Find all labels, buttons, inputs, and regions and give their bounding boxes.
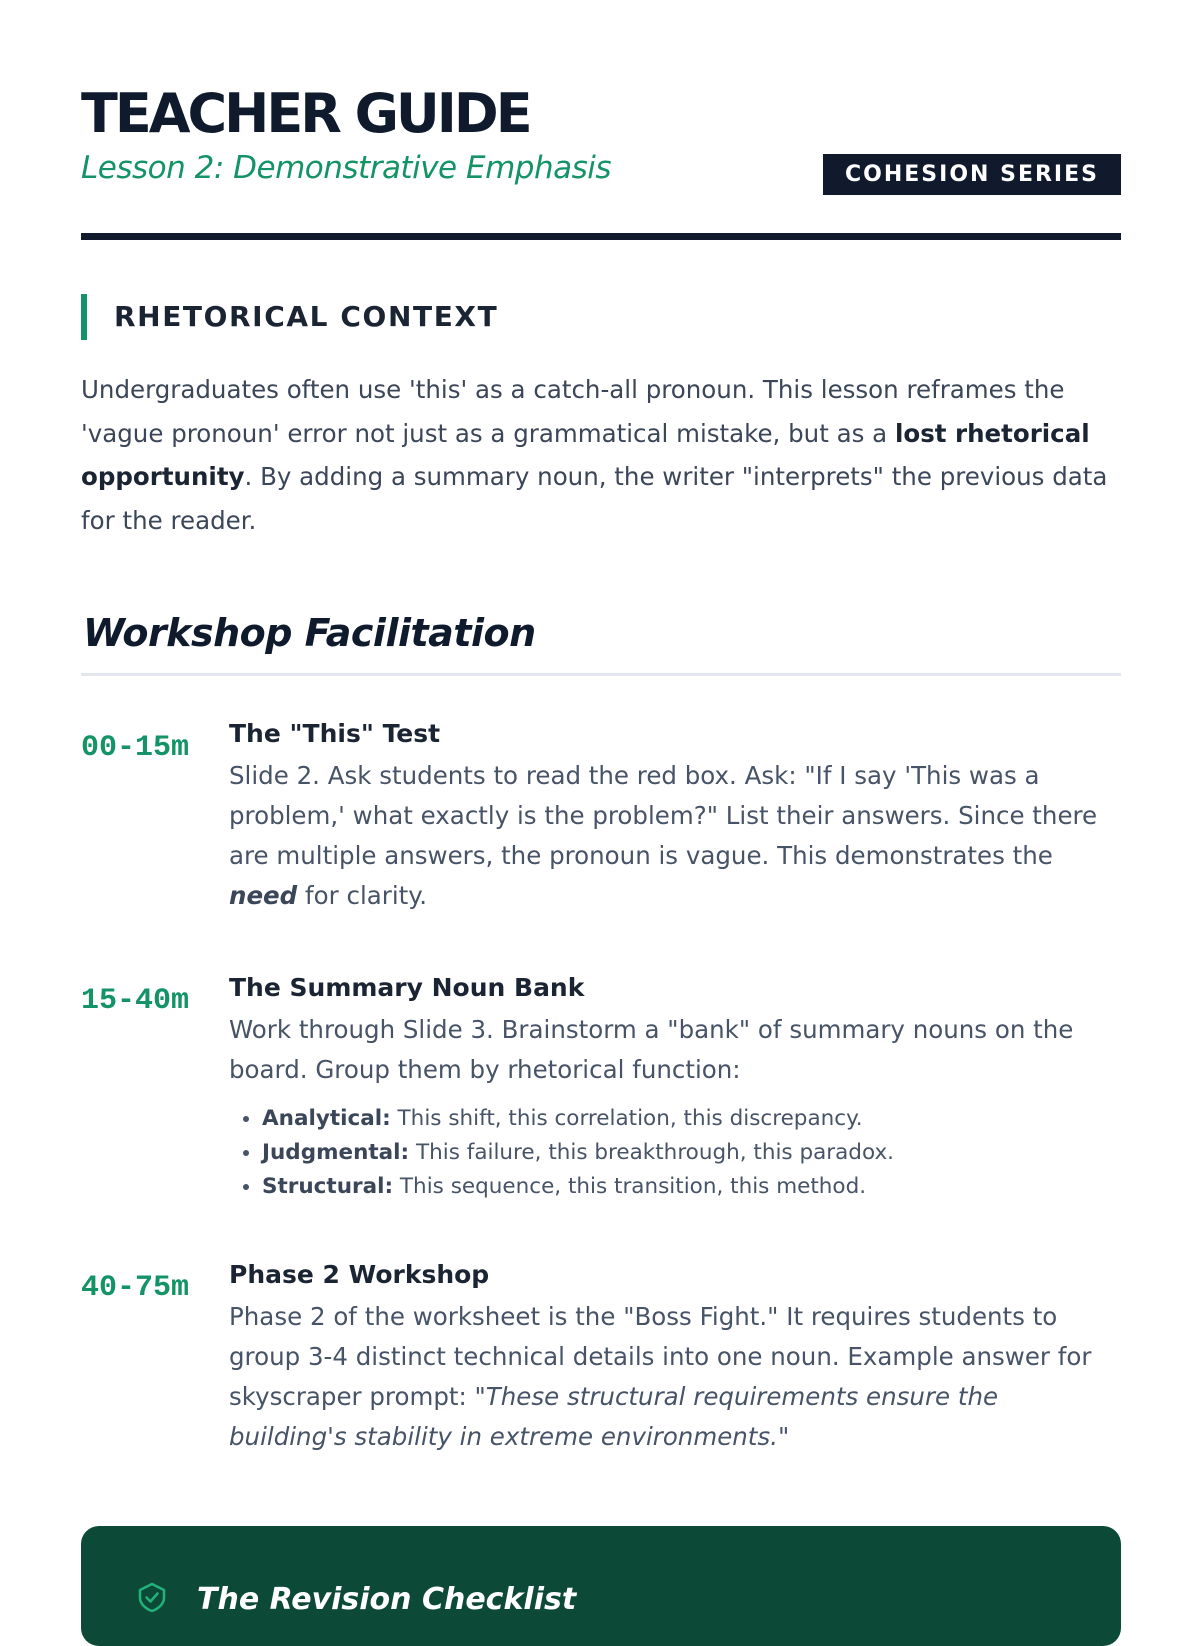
- shield-check-icon: [137, 1582, 167, 1612]
- agenda-title: Phase 2 Workshop: [229, 1260, 490, 1289]
- rhetorical-context-heading: [81, 294, 681, 340]
- list-item: [262, 1136, 1119, 1170]
- section-accent-bar: [81, 294, 87, 340]
- agenda-description: Work through Slide 3. Brainstorm a "bank" of summary nouns on the board. Group them by rhetorical function:: [229, 1015, 1074, 1084]
- example-answer-quote: "These structural requirements ensure the building's stability in extreme environments.": [229, 1382, 999, 1451]
- agenda-description: [229, 756, 1119, 916]
- agenda-text: for clarity.: [297, 881, 428, 910]
- page-title: TEACHER GUIDE: [81, 82, 530, 145]
- revision-checklist-panel: [81, 1526, 1121, 1646]
- agenda-content: [229, 716, 1119, 916]
- context-emphasis: lost rhetorical opportunity: [81, 418, 1090, 491]
- context-text: . By adding a summary noun, the writer "interprets" the previous data for the reader.: [81, 462, 1108, 535]
- agenda-content: [229, 1257, 1119, 1457]
- list-item-label: Analytical:: [262, 1106, 391, 1131]
- agenda-content: [229, 970, 1119, 1204]
- agenda-description: [229, 1297, 1119, 1457]
- list-item: [262, 1170, 1119, 1204]
- agenda-text: Phase 2 of the worksheet is the "Boss Fight." It requires students to group 3-4 distinct technical details into one noun. Example answer for skyscraper prompt:: [229, 1302, 1092, 1411]
- list-item-label: Judgmental:: [262, 1140, 410, 1165]
- header-divider: [81, 233, 1121, 240]
- list-item-text: This sequence, this transition, this method.: [393, 1174, 867, 1199]
- workshop-title: Workshop Facilitation: [83, 611, 536, 655]
- lesson-subtitle: Lesson 2: Demonstrative Emphasis: [81, 150, 611, 186]
- summary-noun-list: [229, 1102, 1119, 1204]
- workshop-divider: [81, 673, 1121, 676]
- page-header: [81, 78, 1121, 238]
- agenda-time: 00-15m: [81, 731, 190, 765]
- list-item-text: This failure, this breakthrough, this paradox.: [409, 1140, 895, 1165]
- rhetorical-context-body: [81, 368, 1126, 542]
- agenda-text: Slide 2. Ask students to read the red box. Ask: "If I say 'This was a problem,' what exactly is the problem?" List their answers. Since there are multiple answers, the pronoun is vague. This demonstrates the: [229, 761, 1098, 870]
- list-item-text: This shift, this correlation, this discrepancy.: [390, 1106, 863, 1131]
- section-heading: RHETORICAL CONTEXT: [114, 300, 499, 333]
- list-item-label: Structural:: [262, 1174, 394, 1199]
- agenda-title: The "This" Test: [229, 719, 441, 748]
- agenda-title: The Summary Noun Bank: [229, 973, 585, 1002]
- agenda-time: 40-75m: [81, 1271, 190, 1305]
- checklist-title: The Revision Checklist: [197, 1582, 577, 1617]
- series-badge: COHESION SERIES: [823, 154, 1121, 195]
- context-text: Undergraduates often use 'this' as a catch-all pronoun. This lesson reframes the 'vague pronoun' error not just as a grammatical mistake, but as a: [81, 375, 1065, 448]
- list-item: [262, 1102, 1119, 1136]
- agenda-emphasis: need: [229, 881, 298, 910]
- agenda-time: 15-40m: [81, 984, 190, 1018]
